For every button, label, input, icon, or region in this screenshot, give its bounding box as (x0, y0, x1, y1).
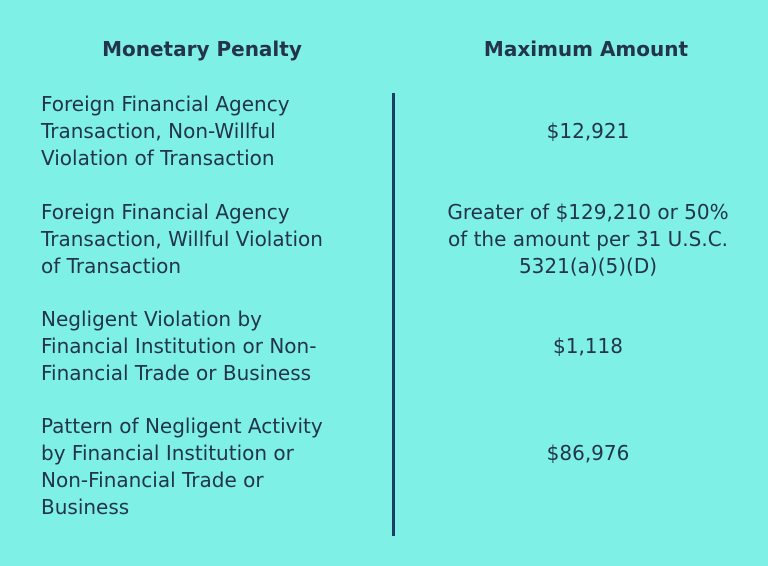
amount-line: 5321(a)(5)(D) (518, 254, 658, 278)
penalty-line: Transaction, Willful Violation (41, 227, 323, 251)
penalty-line: by Financial Institution or (41, 441, 294, 465)
penalty-line: Foreign Financial Agency (41, 200, 290, 224)
penalty-line: Pattern of Negligent Activity (41, 414, 323, 438)
amount-cell (410, 333, 766, 360)
amount-line: Greater of $129,210 or 50% (447, 200, 729, 224)
amount-line: $1,118 (553, 334, 623, 358)
column-divider (392, 93, 395, 536)
amount-cell (410, 118, 766, 145)
penalty-line: Foreign Financial Agency (41, 92, 290, 116)
amount-line: of the amount per 31 U.S.C. (447, 227, 729, 251)
penalty-line: Non-Financial Trade or (41, 468, 264, 492)
penalty-line: Financial Trade or Business (41, 361, 312, 385)
header-maximum-amount: Maximum Amount (483, 37, 689, 61)
penalty-line: of Transaction (41, 254, 182, 278)
amount-line: $86,976 (546, 441, 630, 465)
penalty-cell (41, 413, 371, 521)
penalty-line: Business (41, 495, 130, 519)
penalty-cell (41, 91, 371, 172)
amount-cell (410, 199, 766, 280)
header-monetary-penalty: Monetary Penalty (102, 37, 302, 61)
amount-line: $12,921 (546, 119, 630, 143)
penalty-line: Financial Institution or Non- (41, 334, 317, 358)
amount-cell (410, 440, 766, 467)
penalty-cell (41, 306, 371, 387)
penalty-line: Transaction, Non-Willful (41, 119, 276, 143)
penalty-line: Negligent Violation by (41, 307, 262, 331)
penalty-line: Violation of Transaction (41, 146, 275, 170)
penalty-cell (41, 199, 371, 280)
